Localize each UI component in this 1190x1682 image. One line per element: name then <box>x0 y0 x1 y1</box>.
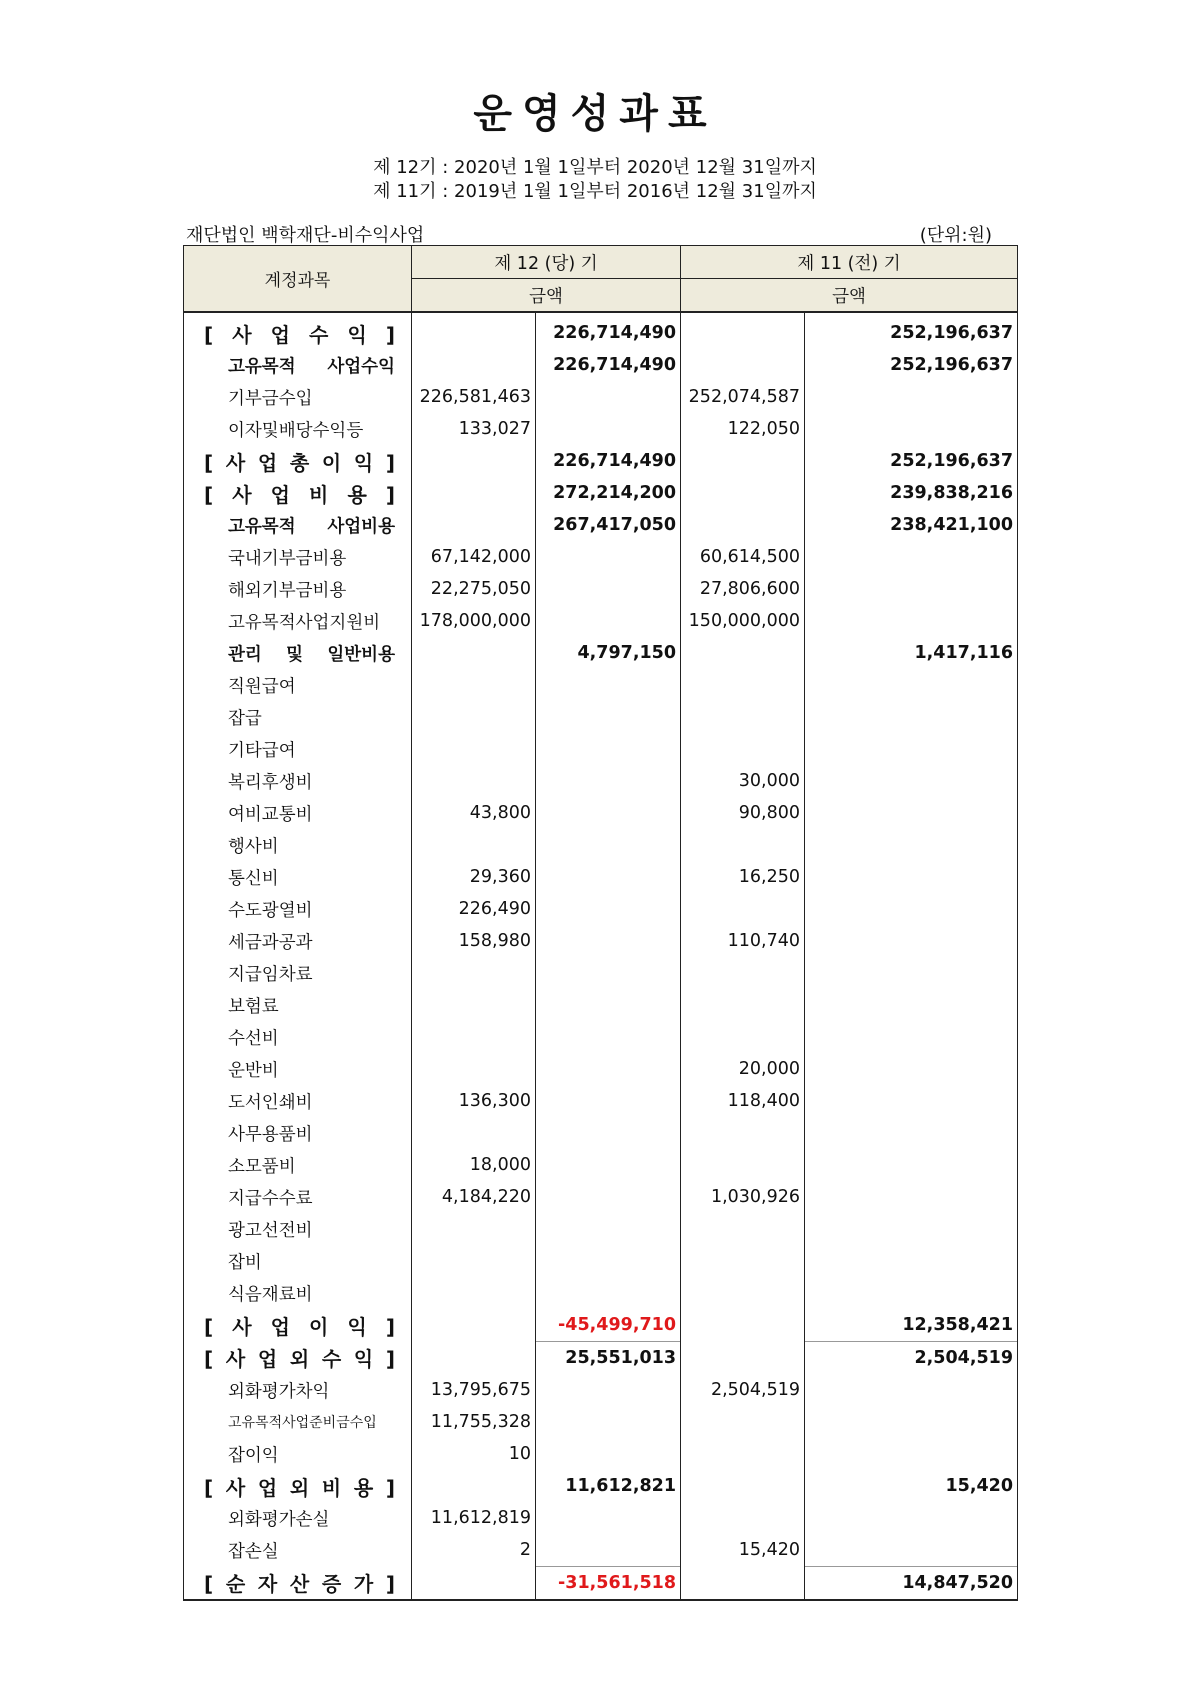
current-detail-amount: 29,360 <box>412 861 536 893</box>
prior-detail-amount <box>681 349 805 381</box>
prior-total-amount <box>805 1021 1018 1053</box>
table-row <box>184 1342 1018 1375</box>
account-label: 소모품비 <box>184 1149 412 1181</box>
prior-total-amount <box>805 861 1018 893</box>
prior-total-amount <box>805 1085 1018 1117</box>
period-prior: 제 11기 : 2019년 1월 1일부터 2016년 12월 31일까지 <box>373 181 817 202</box>
table-row <box>184 1277 1018 1309</box>
current-total-amount <box>536 1374 681 1406</box>
table-row <box>184 509 1018 541</box>
current-detail-amount <box>412 765 536 797</box>
table-row <box>184 1502 1018 1534</box>
current-detail-amount: 158,980 <box>412 925 536 957</box>
current-detail-amount <box>412 1567 536 1601</box>
prior-detail-amount: 30,000 <box>681 765 805 797</box>
prior-detail-amount <box>681 989 805 1021</box>
current-detail-amount <box>412 701 536 733</box>
table-row <box>184 765 1018 797</box>
current-total-amount <box>536 1149 681 1181</box>
current-total-amount <box>536 861 681 893</box>
account-label: 기타급여 <box>184 733 412 765</box>
current-detail-amount <box>412 317 536 349</box>
current-total-amount <box>536 669 681 701</box>
prior-detail-amount <box>681 701 805 733</box>
account-label: 지급수수료 <box>184 1181 412 1213</box>
table-row <box>184 1470 1018 1502</box>
current-detail-amount: 43,800 <box>412 797 536 829</box>
prior-total-amount: 1,417,116 <box>805 637 1018 669</box>
prior-total-amount <box>805 1117 1018 1149</box>
account-label: 보험료 <box>184 989 412 1021</box>
unit-label: (단위:원) <box>919 225 992 246</box>
table-row <box>184 925 1018 957</box>
current-detail-amount: 136,300 <box>412 1085 536 1117</box>
prior-detail-amount <box>681 669 805 701</box>
table-row <box>184 1149 1018 1181</box>
account-label: 이자및배당수익등 <box>184 413 412 445</box>
header-prior-amount: 금액 <box>681 279 1018 313</box>
account-label: 고유목적사업지원비 <box>184 605 412 637</box>
prior-total-amount: 252,196,637 <box>805 349 1018 381</box>
account-label: 외화평가차익 <box>184 1374 412 1406</box>
current-total-amount <box>536 797 681 829</box>
prior-total-amount <box>805 957 1018 989</box>
current-detail-amount: 11,612,819 <box>412 1502 536 1534</box>
table-row <box>184 893 1018 925</box>
current-total-amount <box>536 925 681 957</box>
prior-detail-amount <box>681 1245 805 1277</box>
current-total-amount <box>536 541 681 573</box>
table-row <box>184 637 1018 669</box>
current-detail-amount <box>412 1470 536 1502</box>
prior-total-amount <box>805 893 1018 925</box>
prior-total-amount <box>805 797 1018 829</box>
prior-detail-amount <box>681 477 805 509</box>
table-row <box>184 1309 1018 1342</box>
account-label: 관리 및 일반비용 <box>184 637 412 669</box>
prior-detail-amount: 60,614,500 <box>681 541 805 573</box>
prior-detail-amount <box>681 957 805 989</box>
table-row <box>184 1534 1018 1567</box>
header-prior-period: 제 11 (전) 기 <box>681 246 1018 279</box>
account-label: [ 사 업 외 수 익 ] <box>184 1342 412 1375</box>
operating-results-table <box>183 245 1018 1601</box>
header-current-amount: 금액 <box>412 279 681 313</box>
prior-total-amount <box>805 669 1018 701</box>
current-detail-amount <box>412 829 536 861</box>
account-label: [ 사 업 총 이 익 ] <box>184 445 412 477</box>
current-detail-amount <box>412 669 536 701</box>
account-label: 광고선전비 <box>184 1213 412 1245</box>
current-total-amount: 226,714,490 <box>536 445 681 477</box>
current-total-amount: 226,714,490 <box>536 317 681 349</box>
prior-total-amount: 15,420 <box>805 1470 1018 1502</box>
account-label: 운반비 <box>184 1053 412 1085</box>
prior-detail-amount <box>681 893 805 925</box>
prior-total-amount <box>805 1277 1018 1309</box>
current-total-amount <box>536 1406 681 1438</box>
prior-detail-amount <box>681 829 805 861</box>
prior-detail-amount: 15,420 <box>681 1534 805 1567</box>
current-detail-amount: 2 <box>412 1534 536 1567</box>
table-row <box>184 1053 1018 1085</box>
prior-total-amount <box>805 605 1018 637</box>
current-total-amount: 11,612,821 <box>536 1470 681 1502</box>
table-row <box>184 1567 1018 1601</box>
account-label: [ 사 업 외 비 용 ] <box>184 1470 412 1502</box>
prior-detail-amount <box>681 1470 805 1502</box>
prior-total-amount <box>805 765 1018 797</box>
prior-detail-amount: 20,000 <box>681 1053 805 1085</box>
current-detail-amount <box>412 1117 536 1149</box>
prior-total-amount <box>805 413 1018 445</box>
prior-total-amount: 239,838,216 <box>805 477 1018 509</box>
account-label: [ 사 업 비 용 ] <box>184 477 412 509</box>
current-detail-amount: 133,027 <box>412 413 536 445</box>
prior-detail-amount <box>681 637 805 669</box>
header-current-period: 제 12 (당) 기 <box>412 246 681 279</box>
prior-total-amount: 14,847,520 <box>805 1567 1018 1601</box>
current-detail-amount <box>412 1309 536 1342</box>
current-total-amount <box>536 1085 681 1117</box>
prior-detail-amount <box>681 1213 805 1245</box>
current-detail-amount: 11,755,328 <box>412 1406 536 1438</box>
report-title: 운영성과표 <box>473 91 717 137</box>
prior-detail-amount <box>681 317 805 349</box>
table-row <box>184 413 1018 445</box>
prior-detail-amount <box>681 445 805 477</box>
table-row <box>184 957 1018 989</box>
account-label: 수도광열비 <box>184 893 412 925</box>
prior-detail-amount <box>681 1117 805 1149</box>
current-detail-amount: 67,142,000 <box>412 541 536 573</box>
prior-detail-amount: 122,050 <box>681 413 805 445</box>
table-row <box>184 1245 1018 1277</box>
account-label: 식음재료비 <box>184 1277 412 1309</box>
account-label: 잡급 <box>184 701 412 733</box>
account-label: 고유목적 사업수익 <box>184 349 412 381</box>
prior-total-amount: 2,504,519 <box>805 1342 1018 1375</box>
table-row <box>184 605 1018 637</box>
table-row <box>184 1085 1018 1117</box>
current-detail-amount <box>412 957 536 989</box>
current-detail-amount: 18,000 <box>412 1149 536 1181</box>
current-detail-amount <box>412 445 536 477</box>
prior-total-amount <box>805 1374 1018 1406</box>
prior-total-amount <box>805 1406 1018 1438</box>
prior-detail-amount: 150,000,000 <box>681 605 805 637</box>
table-row <box>184 445 1018 477</box>
prior-total-amount <box>805 1245 1018 1277</box>
current-detail-amount <box>412 1277 536 1309</box>
table-row <box>184 1181 1018 1213</box>
current-total-amount: 267,417,050 <box>536 509 681 541</box>
prior-detail-amount: 16,250 <box>681 861 805 893</box>
organization-name: 재단법인 백학재단-비수익사업 <box>186 225 425 246</box>
prior-total-amount <box>805 1149 1018 1181</box>
prior-total-amount <box>805 1053 1018 1085</box>
current-total-amount: 25,551,013 <box>536 1342 681 1375</box>
table-row <box>184 1374 1018 1406</box>
prior-total-amount <box>805 1502 1018 1534</box>
prior-detail-amount: 1,030,926 <box>681 1181 805 1213</box>
current-total-amount <box>536 1053 681 1085</box>
current-detail-amount: 226,490 <box>412 893 536 925</box>
prior-total-amount <box>805 541 1018 573</box>
current-total-amount <box>536 413 681 445</box>
table-row <box>184 541 1018 573</box>
table-row <box>184 477 1018 509</box>
account-label: 도서인쇄비 <box>184 1085 412 1117</box>
current-detail-amount: 178,000,000 <box>412 605 536 637</box>
current-detail-amount <box>412 509 536 541</box>
period-current: 제 12기 : 2020년 1월 1일부터 2020년 12월 31일까지 <box>373 157 817 178</box>
prior-total-amount: 238,421,100 <box>805 509 1018 541</box>
table-row <box>184 1021 1018 1053</box>
account-label: 국내기부금비용 <box>184 541 412 573</box>
account-label: [ 사 업 수 익 ] <box>184 317 412 349</box>
current-total-amount <box>536 1021 681 1053</box>
current-total-amount <box>536 1277 681 1309</box>
current-total-amount <box>536 381 681 413</box>
account-label: 외화평가손실 <box>184 1502 412 1534</box>
current-detail-amount <box>412 733 536 765</box>
current-total-amount <box>536 733 681 765</box>
current-total-amount <box>536 1213 681 1245</box>
prior-detail-amount <box>681 1502 805 1534</box>
prior-detail-amount <box>681 1149 805 1181</box>
prior-total-amount <box>805 1181 1018 1213</box>
current-detail-amount <box>412 1053 536 1085</box>
account-label: 복리후생비 <box>184 765 412 797</box>
current-total-amount <box>536 989 681 1021</box>
account-label: 기부금수입 <box>184 381 412 413</box>
current-detail-amount: 22,275,050 <box>412 573 536 605</box>
current-total-amount <box>536 829 681 861</box>
prior-total-amount <box>805 733 1018 765</box>
table-row <box>184 1117 1018 1149</box>
current-total-amount <box>536 893 681 925</box>
prior-total-amount <box>805 1438 1018 1470</box>
current-detail-amount <box>412 1021 536 1053</box>
current-detail-amount <box>412 637 536 669</box>
account-label: 지급임차료 <box>184 957 412 989</box>
table-row <box>184 733 1018 765</box>
current-total-amount <box>536 1534 681 1567</box>
table-row <box>184 1213 1018 1245</box>
prior-detail-amount: 2,504,519 <box>681 1374 805 1406</box>
current-detail-amount <box>412 1245 536 1277</box>
prior-total-amount <box>805 573 1018 605</box>
current-detail-amount: 13,795,675 <box>412 1374 536 1406</box>
prior-total-amount: 252,196,637 <box>805 317 1018 349</box>
table-row <box>184 1406 1018 1438</box>
prior-total-amount <box>805 925 1018 957</box>
current-detail-amount: 226,581,463 <box>412 381 536 413</box>
current-total-amount: 272,214,200 <box>536 477 681 509</box>
account-label: 잡손실 <box>184 1534 412 1567</box>
current-detail-amount: 4,184,220 <box>412 1181 536 1213</box>
prior-total-amount <box>805 829 1018 861</box>
current-detail-amount <box>412 1342 536 1375</box>
account-label: 잡비 <box>184 1245 412 1277</box>
current-total-amount <box>536 701 681 733</box>
account-label: 통신비 <box>184 861 412 893</box>
table-row <box>184 381 1018 413</box>
prior-detail-amount <box>681 1342 805 1375</box>
current-total-amount <box>536 573 681 605</box>
current-total-amount <box>536 1117 681 1149</box>
prior-detail-amount <box>681 733 805 765</box>
table-row <box>184 797 1018 829</box>
table-row <box>184 317 1018 349</box>
current-detail-amount <box>412 989 536 1021</box>
account-label: 사무용품비 <box>184 1117 412 1149</box>
account-label: [ 순 자 산 증 가 ] <box>184 1567 412 1601</box>
prior-detail-amount: 252,074,587 <box>681 381 805 413</box>
prior-detail-amount <box>681 1567 805 1601</box>
current-total-amount: 226,714,490 <box>536 349 681 381</box>
table-row <box>184 573 1018 605</box>
account-label: 여비교통비 <box>184 797 412 829</box>
current-detail-amount: 10 <box>412 1438 536 1470</box>
prior-total-amount <box>805 1213 1018 1245</box>
current-total-amount <box>536 765 681 797</box>
prior-total-amount <box>805 701 1018 733</box>
table-row <box>184 989 1018 1021</box>
current-total-amount <box>536 1181 681 1213</box>
prior-total-amount: 252,196,637 <box>805 445 1018 477</box>
prior-detail-amount <box>681 1277 805 1309</box>
current-detail-amount <box>412 349 536 381</box>
current-detail-amount <box>412 477 536 509</box>
current-total-amount <box>536 1438 681 1470</box>
prior-detail-amount <box>681 1309 805 1342</box>
table-row <box>184 861 1018 893</box>
prior-total-amount: 12,358,421 <box>805 1309 1018 1342</box>
prior-detail-amount: 27,806,600 <box>681 573 805 605</box>
prior-detail-amount: 110,740 <box>681 925 805 957</box>
account-label: 수선비 <box>184 1021 412 1053</box>
table-body <box>184 317 1018 1600</box>
table-row <box>184 829 1018 861</box>
account-label: 직원급여 <box>184 669 412 701</box>
prior-detail-amount <box>681 1406 805 1438</box>
table-row <box>184 669 1018 701</box>
account-label: 행사비 <box>184 829 412 861</box>
account-label: 해외기부금비용 <box>184 573 412 605</box>
table-row <box>184 349 1018 381</box>
current-total-amount <box>536 957 681 989</box>
table-row <box>184 1438 1018 1470</box>
table-row <box>184 701 1018 733</box>
prior-detail-amount <box>681 1438 805 1470</box>
account-label: [ 사 업 이 익 ] <box>184 1309 412 1342</box>
prior-total-amount <box>805 381 1018 413</box>
prior-detail-amount <box>681 509 805 541</box>
prior-total-amount <box>805 1534 1018 1567</box>
account-label: 고유목적사업준비금수입 <box>184 1406 412 1438</box>
prior-detail-amount: 118,400 <box>681 1085 805 1117</box>
current-total-amount <box>536 1245 681 1277</box>
account-label: 세금과공과 <box>184 925 412 957</box>
prior-detail-amount: 90,800 <box>681 797 805 829</box>
current-total-amount: -31,561,518 <box>536 1567 681 1601</box>
prior-total-amount <box>805 989 1018 1021</box>
account-label: 고유목적 사업비용 <box>184 509 412 541</box>
header-account: 계정과목 <box>184 246 412 313</box>
current-total-amount: -45,499,710 <box>536 1309 681 1342</box>
current-total-amount: 4,797,150 <box>536 637 681 669</box>
prior-detail-amount <box>681 1021 805 1053</box>
current-total-amount <box>536 1502 681 1534</box>
current-detail-amount <box>412 1213 536 1245</box>
account-label: 잡이익 <box>184 1438 412 1470</box>
current-total-amount <box>536 605 681 637</box>
